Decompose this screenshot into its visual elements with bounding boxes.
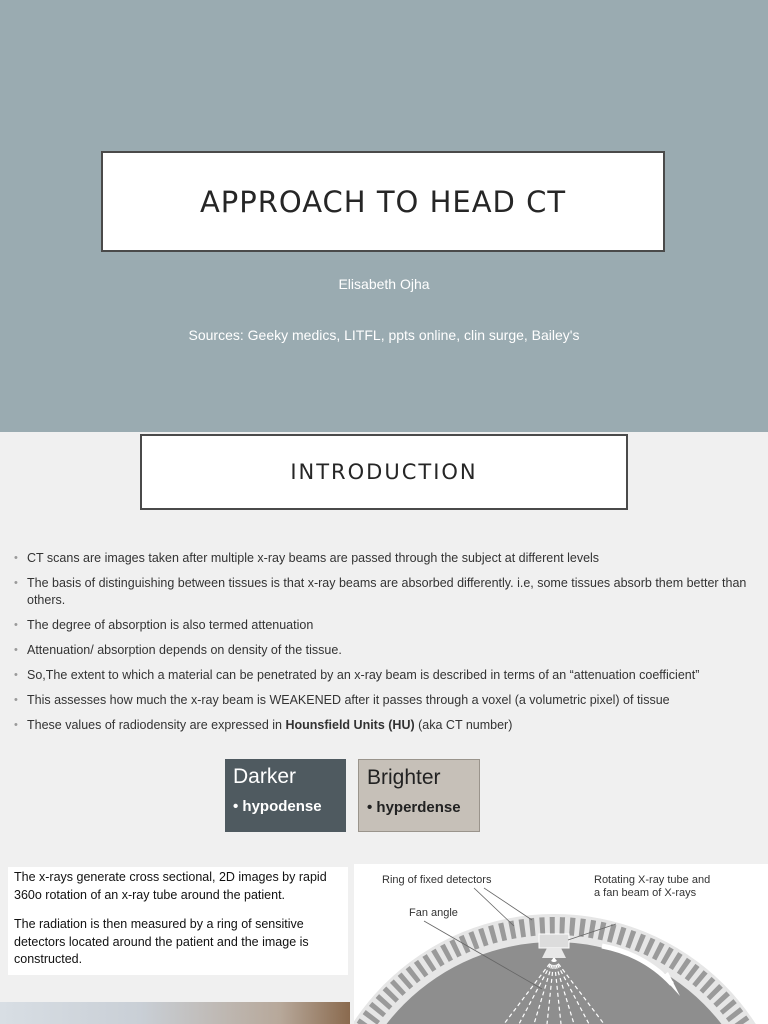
bullet-item: • Attenuation/ absorption depends on density of the tissue.	[14, 642, 756, 659]
bullet-item: • CT scans are images taken after multiple x-ray beams are passed through the subject at different levels	[14, 550, 756, 567]
bullet-item: • This assesses how much the x-ray beam is WEAKENED after it passes through a voxel (a volumetric pixel) of tissue	[14, 692, 756, 709]
paragraph-detectors: The radiation is then measured by a ring of sensitive detectors located around the patient and the image is constructed.	[14, 917, 309, 966]
label-fan-angle: Fan angle	[409, 907, 458, 919]
slide-title: APPROACH TO HEAD CT	[199, 184, 567, 219]
darker-item: hypodense	[242, 798, 322, 815]
darker-title: Darker	[233, 765, 297, 788]
intro-heading: INTRODUCTION	[290, 460, 478, 484]
ct-diagram-svg	[354, 864, 768, 1024]
hu-text-after: (aka CT number)	[414, 718, 513, 732]
bullet-item: • So,The extent to which a material can be penetrated by an x-ray beam is described in terms of an “attenuation coefficient”	[14, 667, 756, 684]
brighter-box	[358, 759, 480, 832]
introduction-slide	[0, 432, 768, 1024]
brighter-title: Brighter	[367, 766, 441, 789]
darker-box	[225, 759, 346, 832]
bullet-list	[14, 550, 756, 742]
hu-text-before: These values of radiodensity are expressed in	[27, 718, 286, 732]
brighter-item: hyperdense	[376, 799, 461, 816]
author-name: Elisabeth Ojha	[338, 276, 430, 292]
title-slide	[0, 0, 768, 432]
explanation-text-box	[8, 867, 348, 975]
ct-scanner-photo	[0, 1002, 350, 1024]
darker-item-row: • hypodense	[233, 798, 322, 815]
label-detectors: Ring of fixed detectors	[382, 874, 492, 886]
intro-heading-box	[140, 434, 628, 510]
label-tube-line2: a fan beam of X-rays	[594, 887, 697, 899]
bullet-item: • The basis of distinguishing between tissues is that x-ray beams are absorbed differently. i.e, some tissues absorb them better than others.	[14, 575, 756, 609]
ct-diagram	[354, 864, 768, 1024]
title-box	[101, 151, 665, 252]
bullet-item-hu	[14, 717, 756, 734]
brighter-item-row: • hyperdense	[367, 799, 461, 816]
sources-text: Sources: Geeky medics, LITFL, ppts online, clin surge, Bailey's	[188, 327, 580, 343]
detector-leader-1	[474, 888, 514, 926]
paragraph-rotation: The x-rays generate cross sectional, 2D images by rapid 360o rotation of an x-ray tube around the patient.	[14, 870, 327, 902]
label-tube-line1: Rotating X-ray tube and	[594, 874, 711, 886]
xray-tube	[539, 934, 569, 948]
bullet-item: • The degree of absorption is also termed attenuation	[14, 617, 756, 634]
hu-text-bold: Hounsfield Units (HU)	[285, 718, 415, 732]
